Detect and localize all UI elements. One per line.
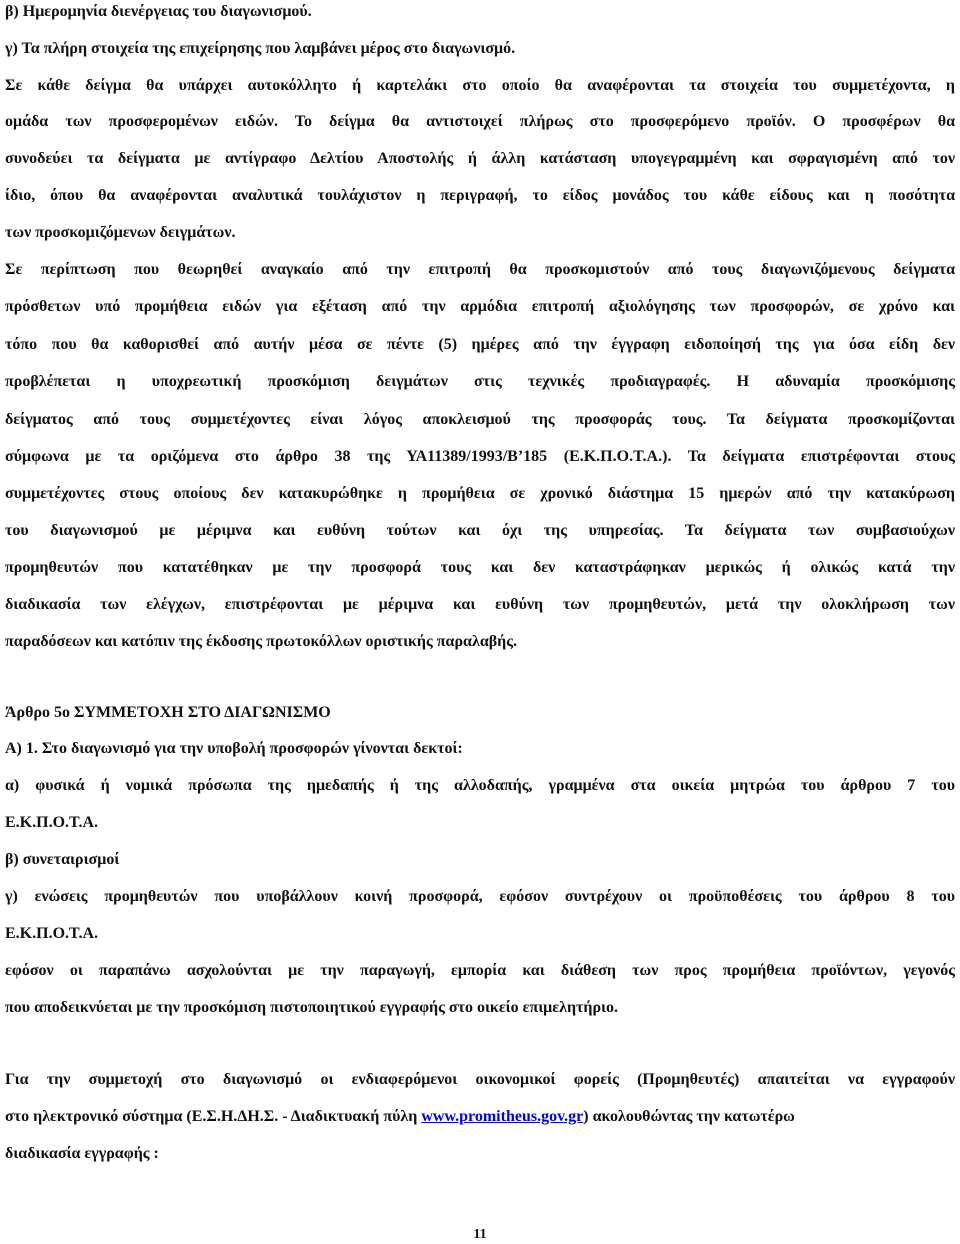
text-line: συμμετέχοντες στους οποίους δεν κατακυρώθηκε η προμήθεια σε χρονικό διάστημα 15 ημερών από την κατακύρωση (5, 485, 955, 502)
link-line-after: ) ακολουθώντας την κατωτέρω (583, 1108, 795, 1125)
text-line: προβλέπεται η υποχρεωτική προσκόμιση δειγμάτων στις τεχνικές προδιαγραφές. Η αδυναμία προσκόμισης (5, 373, 955, 390)
text-line: γ) ενώσεις προμηθευτών που υποβάλλουν κοινή προσφορά, εφόσον συντρέχουν οι προϋποθέσεις του άρθρου 8 του (5, 888, 955, 905)
text-line: προμηθευτών που κατατέθηκαν με την προσφορά τους και δεν καταστράφηκαν μερικώς ή ολικώς κατά την (5, 559, 955, 576)
promitheus-link[interactable]: www.promitheus.gov.gr (421, 1108, 584, 1125)
text-line: πρόσθετων υπό προμήθεια ειδών για εξέταση από την αρμόδια επιτροπή αξιολόγησης των προσφορών, σε χρόνο και (5, 298, 955, 315)
text-line: διαδικασία εγγραφής : (5, 1145, 159, 1162)
text-line: β) συνεταιρισμοί (5, 851, 120, 868)
link-line-before: στο ηλεκτρονικό σύστημα (Ε.Σ.Η.ΔΗ.Σ. - Διαδικτυακή πύλη (5, 1108, 422, 1125)
text-line: παραδόσεων και κατόπιν της έκδοσης πρωτοκόλλων οριστικής παραλαβής. (5, 633, 518, 650)
text-line: συνοδεύει τα δείγματα με αντίγραφο Δελτίου Αποστολής ή άλλη κατάσταση υπογεγραμμένη και σφραγισμένη από τον (5, 150, 955, 167)
text-line: Ε.Κ.Π.Ο.Τ.Α. (5, 814, 99, 831)
page-number: 11 (473, 1227, 487, 1242)
text-line: Για την συμμετοχή στο διαγωνισμό οι ενδιαφερόμενοι οικονομικοί φορείς (Προμηθευτές) απαιτείται να εγγραφούν (5, 1071, 955, 1088)
text-line: ομάδα των προσφερομένων ειδών. Το δείγμα θα αντιστοιχεί πλήρως στο προσφερόμενο προϊόν. Ο προσφέρων θα (5, 113, 955, 130)
text-line-with-link (5, 1108, 795, 1126)
text-line: Σε κάθε δείγμα θα υπάρχει αυτοκόλλητο ή καρτελάκι στο οποίο θα αναφέρονται τα στοιχεία του συμμετέχοντα, η (5, 77, 955, 94)
text-line: Σε περίπτωση που θεωρηθεί αναγκαίο από την επιτροπή θα προσκομιστούν από τους διαγωνιζόμενους δείγματα (5, 261, 955, 278)
text-line: τόπο που θα καθορισθεί από αυτήν μέσα σε πέντε (5) ημέρες από την έγγραφη ειδοποίησή της για όσα είδη δεν (5, 336, 955, 353)
text-line: εφόσον οι παραπάνω ασχολούνται με την παραγωγή, εμπορία και διάθεση των προς προμήθεια προϊόντων, γεγονός (5, 962, 955, 979)
text-line: δείγματος από τους συμμετέχοντες είναι λόγος αποκλεισμού της προσφοράς τους. Τα δείγματα προσκομίζονται (5, 411, 955, 428)
text-line: γ) Τα πλήρη στοιχεία της επιχείρησης που λαμβάνει μέρος στο διαγωνισμό. (5, 40, 516, 57)
article-heading: Άρθρο 5ο ΣΥΜΜΕΤΟΧΗ ΣΤΟ ΔΙΑΓΩΝΙΣΜΟ (5, 704, 331, 721)
text-line: ίδιο, όπου θα αναφέρονται αναλυτικά τουλάχιστον η περιγραφή, το είδος μονάδος του κάθε είδους και η ποσότητα (5, 187, 955, 204)
text-line: που αποδεικνύεται με την προσκόμιση πιστοποιητικού εγγραφής στο οικείο επιμελητήριο. (5, 999, 619, 1016)
text-line: σύμφωνα με τα οριζόμενα στο άρθρο 38 της ΥΑ11389/1993/Β’185 (Ε.Κ.Π.Ο.Τ.Α.). Τα δείγματα επιστρέφονται στους (5, 448, 955, 465)
text-line: διαδικασία των ελέγχων, επιστρέφονται με μέριμνα και ευθύνη των προμηθευτών, μετά την ολοκλήρωση των (5, 596, 955, 613)
text-line: β) Ημερομηνία διενέργειας του διαγωνισμού. (5, 3, 312, 20)
text-line: του διαγωνισμού με μέριμνα και ευθύνη τούτων και όχι της υπηρεσίας. Τα δείγματα των συμβασιούχων (5, 522, 955, 539)
text-line: α) φυσικά ή νομικά πρόσωπα της ημεδαπής ή της αλλοδαπής, γραμμένα στα οικεία μητρώα του άρθρου 7 του (5, 777, 955, 794)
text-line: των προσκομιζόμενων δειγμάτων. (5, 224, 236, 241)
text-line: Α) 1. Στο διαγωνισμό για την υποβολή προσφορών γίνονται δεκτοί: (5, 740, 463, 757)
text-line: Ε.Κ.Π.Ο.Τ.Α. (5, 925, 99, 942)
